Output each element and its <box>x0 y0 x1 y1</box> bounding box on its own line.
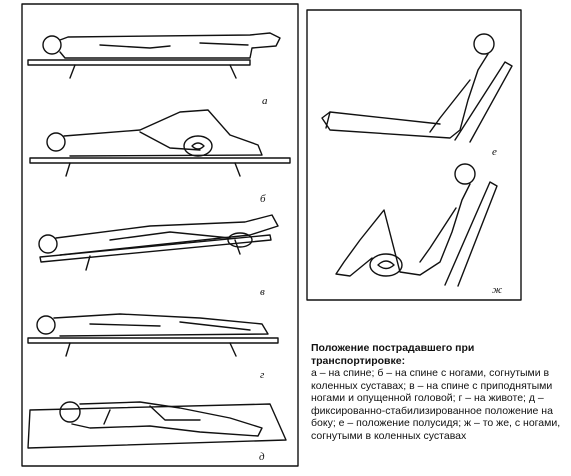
figure-a-on-back <box>28 33 280 78</box>
label-g: г <box>260 369 265 381</box>
figure-caption <box>311 342 563 442</box>
caption-body: а – на спине; б – на спине с ногами, согнутыми в коленных суставах; в – на спине с приподнятыми ногами и опущенной головой; г – на животе; д – фиксированно-стабилизированное положение на боку; е – положение полусидя; ж – то же, с ногами, согнутыми в коленных суставах <box>311 367 561 442</box>
figure-d-on-side <box>28 402 286 448</box>
figure-e-half-sitting <box>322 34 512 142</box>
figure-zh-half-sitting-knees-bent <box>336 164 497 286</box>
label-a: а <box>262 95 268 107</box>
figure-v-legs-raised <box>39 215 278 270</box>
label-zh: ж <box>492 284 503 296</box>
label-e: е <box>492 146 497 158</box>
caption-title: Положение пострадавшего при транспортировке: <box>311 342 475 367</box>
label-d: д <box>259 451 265 463</box>
figure-g-on-stomach <box>28 314 278 356</box>
label-b: б <box>260 193 266 205</box>
left-panel-frame <box>22 4 298 466</box>
figure-b-knees-bent <box>30 110 290 176</box>
label-v: в <box>260 286 265 298</box>
